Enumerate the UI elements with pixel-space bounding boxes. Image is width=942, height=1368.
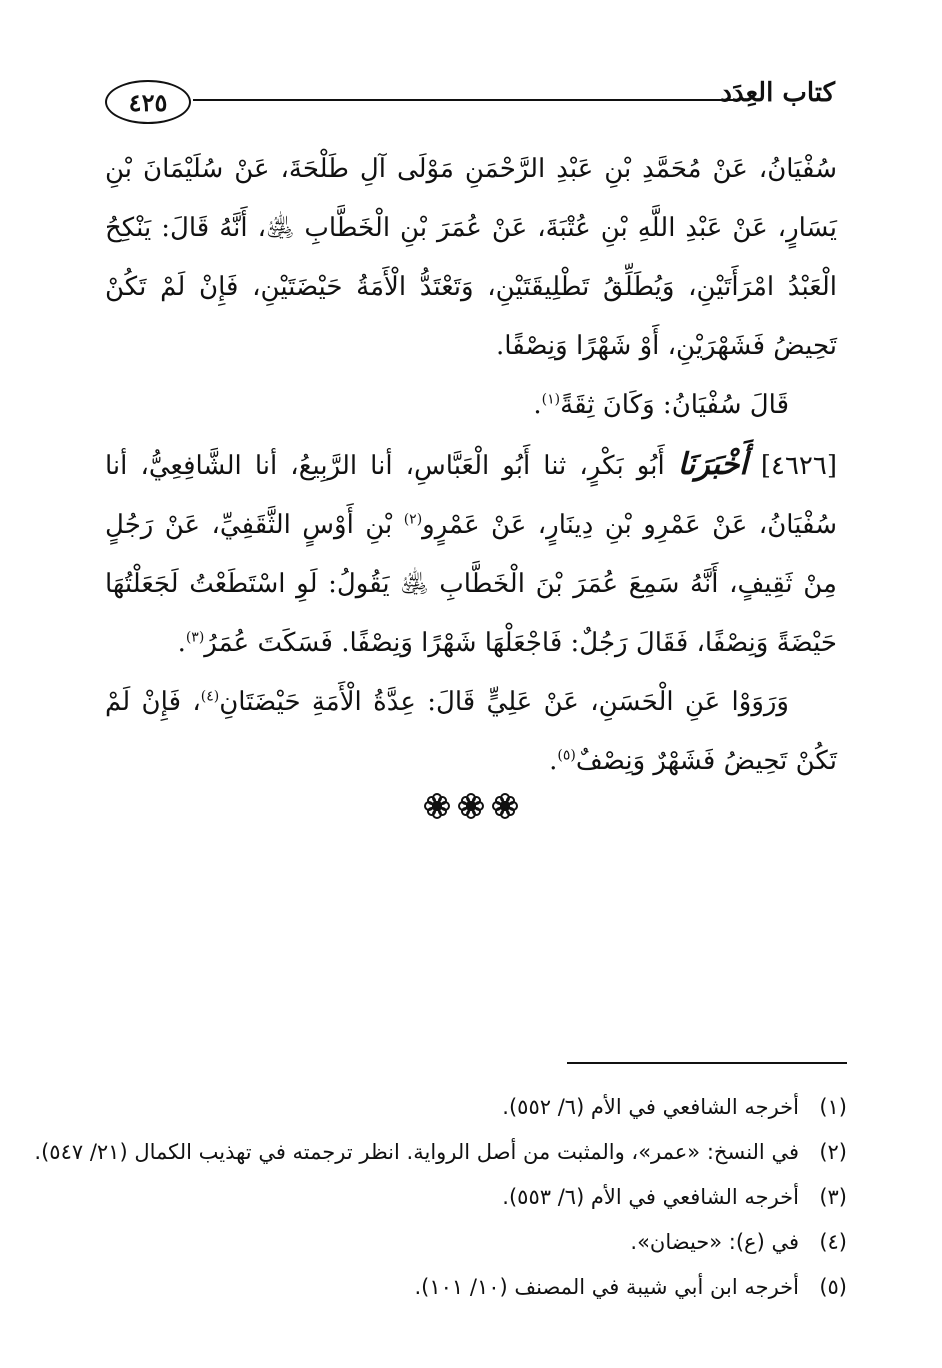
flower-ornament-icon: [423, 792, 451, 820]
flower-ornament-icon: [491, 792, 519, 820]
footnote-item: [34, 1130, 847, 1175]
footnote-item: [107, 1220, 847, 1265]
footnote-number: (٣): [819, 1185, 847, 1209]
running-header: [105, 72, 835, 128]
section-separator: [0, 792, 942, 820]
footnote-rule: [567, 1062, 847, 1064]
footnote-text: أخرجه ابن أبي شيبة في المصنف (١٠/ ١٠١).: [414, 1275, 799, 1299]
footnote-text: أخرجه الشافعي في الأم (٦/ ٥٥٣).: [502, 1185, 799, 1209]
page-number-badge: [105, 80, 191, 124]
page-number: ٤٢٥: [128, 87, 168, 117]
footnote-number: (٢): [819, 1140, 847, 1164]
footnotes: [34, 1085, 847, 1310]
paragraph-hadith-4626: [105, 435, 837, 673]
paragraph-text: ، فَإِنْ لَمْ تَكُنْ تَحِيضُ فَشَهْرٌ وَنِصْفٌ: [105, 687, 837, 776]
footnote-number: (١): [819, 1095, 847, 1119]
footnote-item: [107, 1175, 847, 1220]
paragraph-end: .: [177, 628, 186, 658]
hadith-number: [٤٦٢٦]: [760, 451, 838, 481]
paragraph-text: بْنِ أَوْسٍ الثَّقَفِيِّ، عَنْ رَجُلٍ مِنْ ثَقِيفٍ، أَنَّهُ سَمِعَ عُمَرَ بْنَ الْخَطَّابِ ﵁ يَقُولُ: لَوِ اسْتَطَعْتُ لَجَعَلْتُهَا حَيْضَةً وَنِصْفًا، فَقَالَ رَجُلٌ: فَاجْعَلْهَا شَهْرًا وَنِصْفًا. فَسَكَتَ عُمَرُ: [105, 510, 837, 658]
footnote-text: أخرجه الشافعي في الأم (٦/ ٥٥٢).: [502, 1095, 799, 1119]
paragraph-text: وَرَوَوْا عَنِ الْحَسَنِ، عَنْ عَلِيٍّ قَالَ: عِدَّةُ الْأَمَةِ حَيْضَتَانِ: [219, 687, 789, 717]
paragraph-text: قَالَ سُفْيَانُ: وَكَانَ ثِقَةً: [560, 390, 789, 420]
footnote-ref: (٣): [185, 629, 205, 646]
paragraph-sufyan-note: [105, 376, 837, 435]
footnote-item: [107, 1085, 847, 1130]
footnote-text: في (ع): «حيضان».: [630, 1230, 799, 1254]
footnote-text: في النسخ: «عمر»، والمثبت من أصل الرواية. انظر ترجمته في تهذيب الكمال (٢١/ ٥٤٧).: [34, 1140, 799, 1164]
paragraph-isnad-continuation: سُفْيَانُ، عَنْ مُحَمَّدِ بْنِ عَبْدِ الرَّحْمَنِ مَوْلَى آلِ طَلْحَةَ، عَنْ سُلَيْمَانَ بْنِ يَسَارٍ، عَنْ عَبْدِ اللَّهِ بْنِ عُتْبَةَ، عَنْ عُمَرَ بْنِ الْخَطَّابِ ﵁، أَنَّهُ قَالَ: يَنْكِحُ الْعَبْدُ امْرَأَتَيْنِ، وَيُطَلِّقُ تَطْلِيقَتَيْنِ، وَتَعْتَدُّ الْأَمَةُ حَيْضَتَيْنِ، فَإِنْ لَمْ تَكُنْ تَحِيضُ فَشَهْرَيْنِ، أَوْ شَهْرًا وَنِصْفًا.: [105, 154, 837, 361]
footnote-ref: (٢): [403, 511, 423, 528]
paragraph-end: .: [533, 390, 542, 420]
footnote-number: (٤): [819, 1230, 847, 1254]
footnote-ref: (٤): [200, 688, 220, 705]
footnote-ref: (١): [541, 391, 561, 408]
book-title: كتاب العِدَد: [720, 78, 835, 108]
header-rule: [193, 99, 737, 101]
flower-ornament-icon: [457, 792, 485, 820]
paragraph-ali-report: [105, 673, 837, 791]
footnote-ref: (٥): [557, 747, 576, 764]
akhbarana-keyword: أَخْبَرَنَا: [677, 447, 748, 482]
paragraph-end: .: [549, 746, 558, 776]
footnote-number: (٥): [819, 1275, 847, 1299]
paragraph-text: أَبُو بَكْرٍ، ثنا أَبُو الْعَبَّاسِ، أنا الرَّبِيعُ، أنا الشَّافِعِيُّ، أنا سُفْيَانُ، عَنْ عَمْرِو بْنِ دِينَارٍ، عَنْ عَمْرٍو: [105, 451, 837, 540]
main-text: [105, 140, 837, 791]
footnote-item: [107, 1265, 847, 1310]
